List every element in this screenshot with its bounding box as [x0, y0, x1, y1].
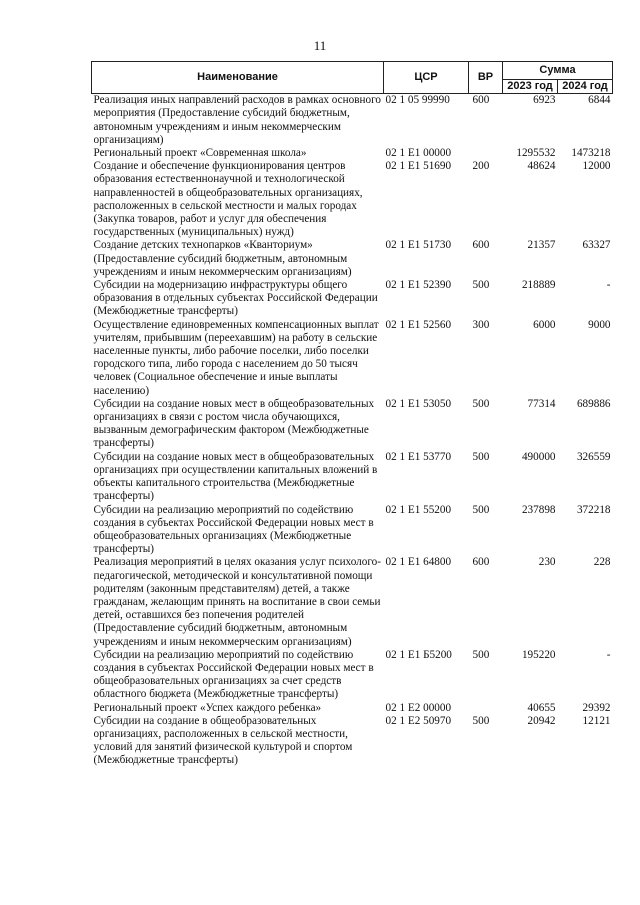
row-csr: 02 1 E1 55200 — [385, 503, 452, 516]
header-vr: ВР — [469, 62, 503, 94]
table-row — [92, 239, 613, 279]
table-row — [92, 279, 613, 319]
table-row — [92, 556, 613, 648]
row-sum-2024: 326559 — [576, 450, 611, 463]
table-row — [92, 319, 613, 398]
header-sum: Сумма — [503, 62, 613, 80]
row-sum-2024: 63327 — [582, 239, 611, 252]
row-name: Субсидии на реализацию мероприятий по содействию создания в субъектах Российской Федерации новых мест в общеобразовательных организациях за счет средств областного бюджета (Межбюджетные трансферты) — [93, 648, 374, 701]
row-sum-2024: - — [606, 279, 611, 292]
header-name: Наименование — [92, 62, 384, 94]
row-sum-2023: 6000 — [533, 318, 556, 331]
row-vr: 500 — [472, 648, 490, 661]
row-csr: 02 1 E1 53050 — [385, 397, 452, 410]
table-row — [92, 702, 613, 715]
row-vr: 300 — [472, 318, 490, 331]
table-row — [92, 147, 613, 160]
row-name: Региональный проект «Современная школа» — [93, 147, 307, 160]
row-vr: 500 — [472, 503, 490, 516]
row-vr: 500 — [472, 279, 490, 292]
row-csr: 02 1 E1 52390 — [385, 279, 452, 292]
row-csr: 02 1 05 99990 — [385, 94, 450, 107]
row-name: Реализация иных направлений расходов в рамках основного мероприятия (Предоставление субсидий бюджетным, автономным учреждениям и иным некоммерческим организациям) — [93, 94, 381, 146]
row-name: Создание детских технопарков «Кванториум» (Предоставление субсидий бюджетным, автономным учреждениям и иным некоммерческим организациям) — [93, 239, 352, 278]
table-row — [92, 715, 613, 768]
row-sum-2024: 228 — [593, 556, 611, 569]
row-csr: 02 1 E1 64800 — [385, 556, 452, 569]
row-csr: 02 1 E1 51730 — [385, 239, 452, 252]
budget-table — [91, 61, 613, 768]
row-sum-2023: 490000 — [521, 450, 556, 463]
row-vr: 500 — [472, 450, 490, 463]
row-csr: 02 1 E2 00000 — [385, 701, 452, 714]
row-sum-2024: 6844 — [588, 94, 611, 107]
row-sum-2023: 77314 — [527, 397, 556, 410]
row-sum-2023: 20942 — [527, 714, 556, 727]
row-vr: 200 — [472, 160, 490, 173]
row-vr — [469, 147, 503, 160]
table-row — [92, 94, 613, 147]
row-csr: 02 1 E1 Б5200 — [385, 648, 452, 661]
row-vr — [469, 702, 503, 715]
row-name: Реализация мероприятий в целях оказания услуг психолого-педагогической, методической и консультативной помощи родителям (законным представителям) детей, а также гражданам, желающим принять на воспитание в свои семьи детей, оставшихся без попечения родителей (Предоставление субсидий бюджетным, автономным учреждениям и иным некоммерческим организациям) — [93, 556, 381, 648]
row-csr: 02 1 E1 52560 — [385, 318, 452, 331]
row-sum-2024: 29392 — [582, 701, 611, 714]
row-sum-2023: 40655 — [527, 701, 556, 714]
row-vr: 500 — [472, 714, 490, 727]
row-sum-2023: 237898 — [521, 503, 556, 516]
table-row — [92, 504, 613, 557]
row-sum-2024: 1473218 — [571, 147, 611, 160]
row-csr: 02 1 E2 50970 — [385, 714, 452, 727]
row-csr: 02 1 E1 00000 — [385, 147, 452, 160]
row-name: Создание и обеспечение функционирования центров образования естественнонаучной и технологической направленностей в общеобразовательных организациях, расположенных в сельской местности и малых городах (Закупка товаров, работ и услуг для обеспечения государственных (муниципальных) нужд) — [93, 160, 363, 239]
row-vr: 600 — [472, 94, 490, 107]
table-header — [92, 62, 613, 94]
row-sum-2023: 48624 — [527, 160, 556, 173]
header-year-2023: 2023 год — [503, 80, 558, 94]
row-sum-2023: 218889 — [521, 279, 556, 292]
table-row — [92, 451, 613, 504]
row-sum-2024: 12000 — [582, 160, 611, 173]
table-row — [92, 160, 613, 239]
row-vr: 500 — [472, 397, 490, 410]
row-sum-2024: 12121 — [582, 714, 611, 727]
row-vr: 600 — [472, 239, 490, 252]
header-csr: ЦСР — [384, 62, 469, 94]
table-row — [92, 649, 613, 702]
row-name: Региональный проект «Успех каждого ребенка» — [93, 701, 322, 714]
row-csr: 02 1 E1 53770 — [385, 450, 452, 463]
row-name: Субсидии на создание новых мест в общеобразовательных организациях в связи с ростом числа обучающихся, вызванным демографическим фактором (Межбюджетные трансферты) — [93, 397, 375, 450]
row-name: Субсидии на реализацию мероприятий по содействию создания в субъектах Российской Федерации новых мест в общеобразовательных организациях (Межбюджетные трансферты) — [93, 503, 374, 556]
row-sum-2023: 195220 — [521, 648, 556, 661]
row-vr: 600 — [472, 556, 490, 569]
row-sum-2024: 9000 — [588, 318, 611, 331]
row-name: Осуществление единовременных компенсационных выплат учителям, прибывшим (переехавшим) на работу в сельские населенные пункты, либо рабочие поселки, либо поселки городского типа, либо города с населением до 50 тысяч человек (Социальное обеспечение и иные выплаты населению) — [93, 318, 379, 397]
table-row — [92, 398, 613, 451]
header-year-2024: 2024 год — [558, 80, 613, 94]
row-sum-2023: 1295532 — [516, 147, 556, 160]
row-sum-2023: 21357 — [527, 239, 556, 252]
table-body — [92, 94, 613, 768]
row-csr: 02 1 E1 51690 — [385, 160, 452, 173]
row-name: Субсидии на модернизацию инфраструктуры общего образования в отдельных субъектах Российской Федерации (Межбюджетные трансферты) — [93, 279, 378, 318]
row-sum-2023: 230 — [538, 556, 556, 569]
row-name: Субсидии на создание новых мест в общеобразовательных организациях при осуществлении капитальных вложений в объекты капитального строительства (Межбюджетные трансферты) — [93, 450, 378, 503]
row-sum-2024: 372218 — [576, 503, 611, 516]
row-sum-2024: 689886 — [576, 397, 611, 410]
row-sum-2024: - — [606, 648, 611, 661]
row-sum-2023: 6923 — [533, 94, 556, 107]
row-name: Субсидии на создание в общеобразовательных организациях, расположенных в сельской местности, условий для занятий физической культурой и спортом (Межбюджетные трансферты) — [93, 714, 353, 767]
page-number: 11 — [313, 38, 327, 53]
